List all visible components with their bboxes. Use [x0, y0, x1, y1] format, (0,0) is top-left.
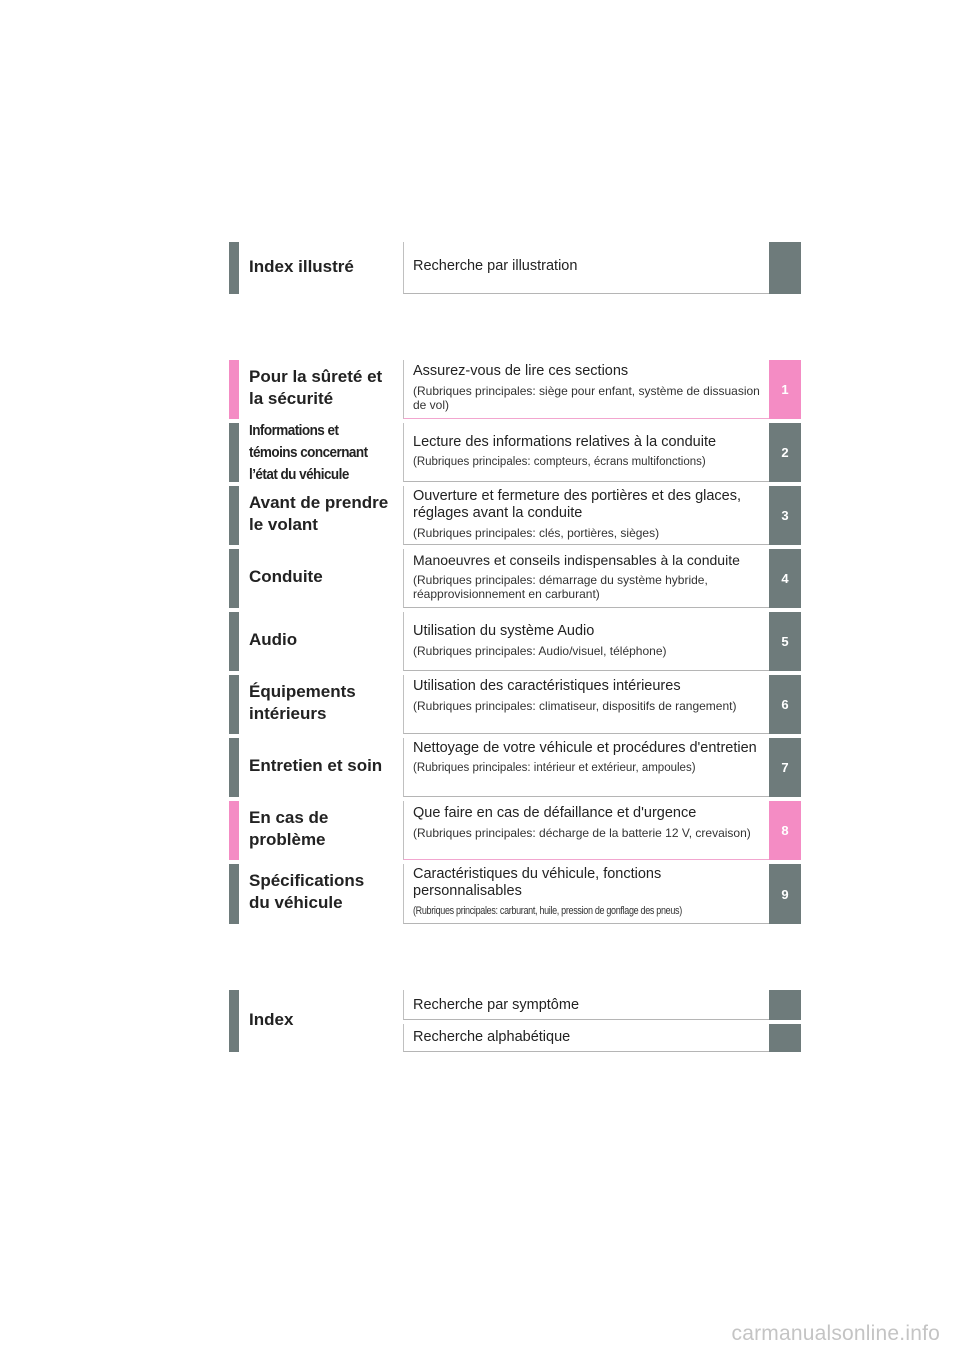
chapter-tab-6[interactable]: 6	[769, 675, 801, 734]
chapter-bar	[229, 423, 239, 482]
index-item-box	[403, 990, 769, 1020]
index-bar	[229, 990, 239, 1052]
index-item-symptom[interactable]	[403, 990, 801, 1020]
chapter-bar	[229, 360, 239, 419]
chapter-description	[403, 738, 769, 797]
chapter-title: Équipements intérieurs	[249, 682, 356, 723]
chapter-description	[403, 801, 769, 860]
chapter-main-text: Caractéristiques du véhicule, fonctions personnalisables	[413, 866, 662, 899]
chapter-row-4[interactable]	[229, 549, 801, 608]
chapter-main-text: Que faire en cas de défaillance et d'urgence	[413, 805, 697, 821]
chapter-title: Conduite	[249, 567, 323, 586]
chapter-main-text: Manoeuvres et conseils indispensables à la conduite	[413, 552, 740, 568]
chapter-description	[403, 549, 769, 608]
index-section	[229, 990, 801, 1052]
index-title: Index	[249, 1010, 294, 1029]
chapter-bar	[229, 612, 239, 671]
illustrated-index-row[interactable]	[229, 242, 801, 294]
chapter-description	[403, 360, 769, 419]
chapter-tab-7[interactable]: 7	[769, 738, 801, 797]
chapter-main-text: Nettoyage de votre véhicule et procédures d'entretien	[413, 740, 757, 756]
section-description-text: Recherche par illustration	[413, 258, 578, 274]
chapter-sub-text: (Rubriques principales: décharge de la batterie 12 V, crevaison)	[413, 826, 751, 840]
chapter-row-7[interactable]	[229, 738, 801, 797]
chapter-description	[403, 486, 769, 545]
index-tab-symptom[interactable]	[769, 990, 801, 1020]
chapter-main-text: Assurez-vous de lire ces sections	[413, 363, 629, 379]
chapter-description	[403, 423, 769, 482]
chapter-bar	[229, 738, 239, 797]
chapter-bar	[229, 486, 239, 545]
index-item-label: Recherche alphabétique	[413, 1029, 571, 1045]
chapter-sub-text: (Rubriques principales: carburant, huile, pression de gonflage des pneus)	[413, 905, 682, 917]
chapter-sub-text: (Rubriques principales: clés, portières, sièges)	[413, 526, 660, 540]
chapter-tab-8[interactable]: 8	[769, 801, 801, 860]
section-title: Index illustré	[249, 257, 354, 276]
watermark: carmanualsonline.info	[731, 1322, 940, 1345]
chapter-row-8[interactable]	[229, 801, 801, 860]
chapter-title: Entretien et soin	[249, 756, 383, 775]
chapter-bar	[229, 675, 239, 734]
index-tab-alphabetical[interactable]	[769, 1024, 801, 1052]
chapter-sub-text: (Rubriques principales: démarrage du système hybride, réapprovisionnement en carburant)	[413, 573, 708, 601]
chapter-title: En cas de problème	[249, 808, 329, 849]
chapter-tab-5[interactable]: 5	[769, 612, 801, 671]
chapter-title: Informations et témoins concernant l’état du véhicule	[249, 422, 368, 483]
chapter-description	[403, 612, 769, 671]
chapter-description	[403, 675, 769, 734]
chapter-main-text: Ouverture et fermeture des portières et des glaces, réglages avant la conduite	[413, 488, 742, 521]
chapter-row-1[interactable]	[229, 360, 801, 419]
chapter-title: Audio	[249, 630, 298, 649]
chapter-bar	[229, 801, 239, 860]
chapter-main-text: Utilisation du système Audio	[413, 623, 595, 639]
chapter-sub-text: (Rubriques principales: Audio/visuel, téléphone)	[413, 644, 667, 658]
chapter-title: Spécifications du véhicule	[249, 871, 365, 912]
chapter-description	[403, 864, 769, 924]
chapter-sub-text: (Rubriques principales: climatiseur, dispositifs de rangement)	[413, 699, 737, 713]
chapter-title: Pour la sûreté et la sécurité	[249, 367, 383, 408]
index-item-alphabetical[interactable]	[403, 1024, 801, 1052]
chapter-row-6[interactable]	[229, 675, 801, 734]
chapter-tab-1[interactable]: 1	[769, 360, 801, 419]
chapter-row-9[interactable]	[229, 864, 801, 924]
index-item-label: Recherche par symptôme	[413, 997, 580, 1013]
chapter-row-2[interactable]	[229, 423, 801, 482]
chapter-tab-3[interactable]: 3	[769, 486, 801, 545]
chapter-tab-4[interactable]: 4	[769, 549, 801, 608]
chapter-row-3[interactable]	[229, 486, 801, 545]
chapter-main-text: Lecture des informations relatives à la conduite	[413, 434, 717, 450]
chapter-bar	[229, 549, 239, 608]
chapter-row-5[interactable]	[229, 612, 801, 671]
chapter-bar	[229, 864, 239, 924]
chapter-tab-2[interactable]: 2	[769, 423, 801, 482]
section-bar	[229, 242, 239, 294]
chapter-sub-text: (Rubriques principales: compteurs, écrans multifonctions)	[413, 456, 706, 468]
chapter-main-text: Utilisation des caractéristiques intérieures	[413, 678, 681, 694]
chapter-sub-text: (Rubriques principales: siège pour enfant, système de dissuasion de vol)	[413, 384, 760, 412]
chapter-title: Avant de prendre le volant	[249, 493, 389, 534]
chapter-sub-text: (Rubriques principales: intérieur et extérieur, ampoules)	[413, 762, 696, 774]
section-tab[interactable]	[769, 242, 801, 294]
section-description	[403, 242, 769, 294]
chapter-tab-9[interactable]: 9	[769, 864, 801, 924]
index-item-box	[403, 1024, 769, 1052]
